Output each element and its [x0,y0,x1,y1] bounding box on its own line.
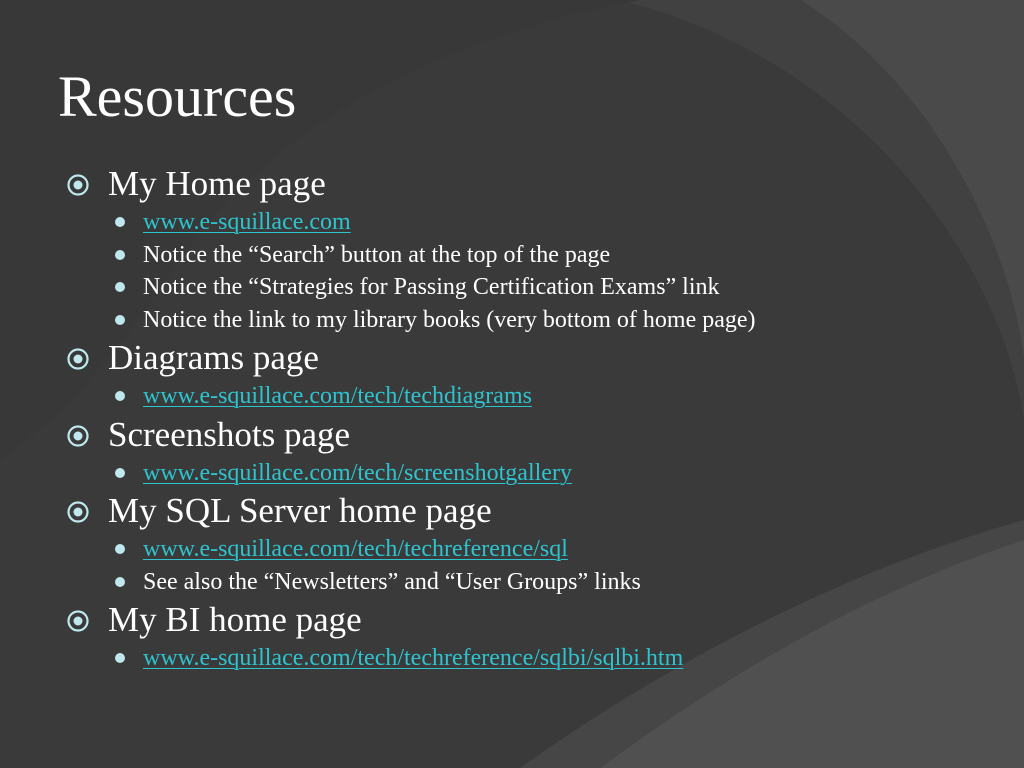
section-heading-text: Diagrams page [108,338,319,377]
dot-bullet-icon [115,315,125,325]
dot-bullet-icon [115,653,125,663]
section-heading-text: My SQL Server home page [108,491,492,530]
link-list-item [66,380,1006,413]
dot-bullet-icon [115,468,125,478]
slide-content [66,162,1006,675]
section-heading-text: Screenshots page [108,414,351,454]
note-text: Notice the “Strategies for Passing Certification Exams” link [143,274,720,300]
target-bullet-icon [66,424,90,448]
link-list-item [66,206,1006,239]
url-link[interactable]: www.e-squillace.com [143,209,351,235]
note-text: Notice the link to my library books (very bottom of home page) [143,306,756,333]
note-list-item [66,271,1006,304]
section-heading [66,413,1006,457]
note-text: See also the “Newsletters” and “User Groups” links [143,568,641,595]
target-bullet-icon [66,609,90,633]
link-list-item [66,533,1006,566]
section-heading [66,598,1006,642]
section-heading [66,336,1006,380]
section-heading [66,162,1006,206]
dot-bullet-icon [115,577,125,587]
note-list-item [66,304,1006,337]
note-list-item [66,566,1006,599]
target-bullet-icon [66,500,90,524]
dot-bullet-icon [115,282,125,292]
target-bullet-icon [66,173,90,197]
section-heading-text: My BI home page [108,600,362,639]
url-link[interactable]: www.e-squillace.com/tech/techreference/sql [143,536,568,562]
note-text: Notice the “Search” button at the top of the page [143,241,611,268]
dot-bullet-icon [115,391,125,401]
url-link[interactable]: www.e-squillace.com/tech/techreference/sqlbi/sqlbi.htm [143,645,684,671]
slide-title: Resources [58,64,297,129]
link-list-item [66,642,1006,675]
target-bullet-icon [66,347,90,371]
dot-bullet-icon [115,217,125,227]
dot-bullet-icon [115,250,125,260]
url-link[interactable]: www.e-squillace.com/tech/screenshotgallery [143,459,572,486]
dot-bullet-icon [115,544,125,554]
section-heading [66,489,1006,533]
url-link[interactable]: www.e-squillace.com/tech/techdiagrams [143,383,532,409]
note-list-item [66,239,1006,272]
link-list-item [66,457,1006,490]
section-heading-text: My Home page [108,164,326,203]
